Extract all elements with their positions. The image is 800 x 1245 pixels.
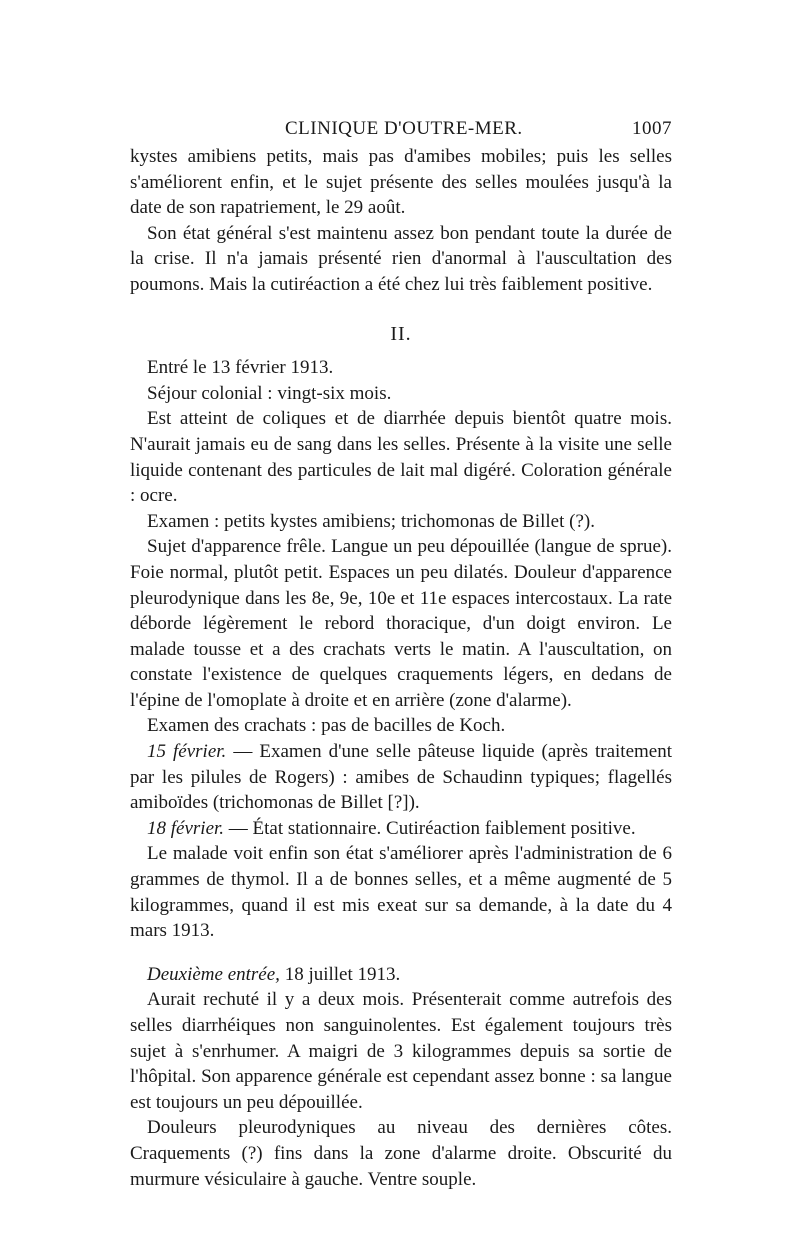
second-entry-date: 18 juillet 1913. (279, 963, 401, 985)
running-title: CLINIQUE D'OUTRE-MER. (285, 118, 523, 139)
dated-entry (130, 739, 672, 816)
page-body (130, 144, 672, 1192)
paragraph: Le malade voit enfin son état s'améliorer après l'administration de 6 grammes de thymol. Il a de bonnes selles, et a même augmenté de 5 kilogrammes, quand il est mis exeat sur sa demande, à la date du 4 mars 1913. (130, 843, 672, 942)
paragraph: Aurait rechuté il y a deux mois. Présenterait comme autrefois des selles diarrhéiques non sanguinolentes. Est également toujours très sujet à s'enrhumer. A maigri de 3 kilogrammes depuis sa sortie de l'hôpital. Son apparence générale est cependant assez bonne : sa langue est toujours un peu dépouillée. (130, 989, 672, 1113)
paragraph: Son état général s'est maintenu assez bon pendant toute la durée de la crise. Il n'a jamais présenté rien d'anormal à l'auscultation des poumons. Mais la cutiréaction a été chez lui très faiblement positive. (130, 222, 672, 295)
paragraph-colonial-stay: Séjour colonial : vingt-six mois. (147, 382, 392, 404)
second-entry-label: Deuxième entrée, (147, 963, 280, 985)
paragraph: Douleurs pleurodyniques au niveau des dernières côtes. Craquements (?) fins dans la zone d'alarme droite. Obscurité du murmure vésiculaire à gauche. Ventre souple. (130, 1117, 672, 1190)
entry-text: — État stationnaire. Cutiréaction faiblement positive. (224, 817, 636, 839)
paragraph-entry-date: Entré le 13 février 1913. (147, 357, 334, 379)
entry-date: 15 février. (147, 741, 227, 763)
paragraph-continuation: kystes amibiens petits, mais pas d'amibes mobiles; puis les selles s'améliorent enfin, et le sujet présente des selles moulées jusqu'à la date de son rapatriement, le 29 août. (130, 146, 672, 219)
second-entry-line (130, 962, 672, 988)
section-heading: II. (390, 322, 412, 345)
paragraph: Examen : petits kystes amibiens; trichomonas de Billet (?). (147, 510, 595, 532)
paragraph: Est atteint de coliques et de diarrhée depuis bientôt quatre mois. N'aurait jamais eu de sang dans les selles. Présente à la visite une selle liquide contenant des particules de lait mal digéré. Coloration générale : ocre. (130, 408, 672, 507)
spacer (130, 944, 672, 962)
paragraph: Sujet d'apparence frêle. Langue un peu dépouillée (langue de sprue). Foie normal, plutôt petit. Espaces un peu dilatés. Douleur d'apparence pleurodynique dans les 8e, 9e, 10e et 11e espaces intercostaux. La rate déborde légèrement le rebord thoracique, d'un doigt environ. Le malade tousse et a des crachats verts le matin. A l'auscultation, on constate l'existence de quelques craquements légers, en dedans de l'épine de l'omoplate à droite et en arrière (zone d'alarme). (130, 536, 672, 711)
page-number: 1007 (632, 118, 672, 139)
paragraph: Examen des crachats : pas de bacilles de Koch. (147, 715, 506, 737)
entry-date: 18 février. (147, 817, 225, 839)
dated-entry (130, 816, 672, 842)
entry-text: — Examen d'une selle pâteuse liquide (après traitement par les pilules de Rogers) : amibes de Schaudinn typiques; flagellés amiboïdes (trichomonas de Billet [?]). (130, 741, 672, 814)
